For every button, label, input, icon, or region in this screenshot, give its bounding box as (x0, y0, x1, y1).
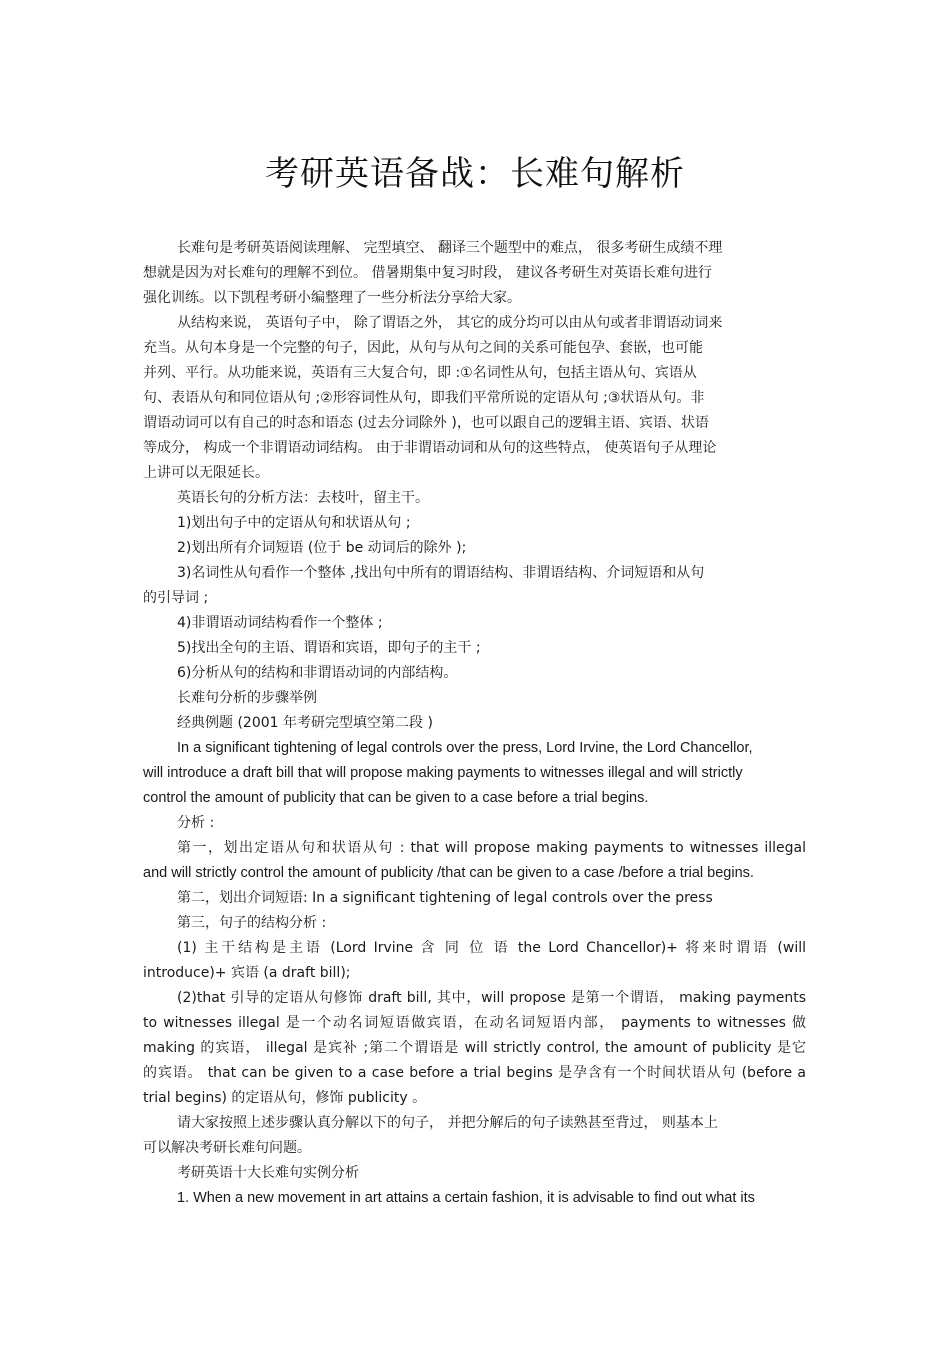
text-line: 6)分析从句的结构和非谓语动词的内部结构。 (177, 665, 458, 681)
text-line: 第三，句子的结构分析 : (177, 915, 327, 931)
text-line: 经典例题 (2001 年考研完型填空第二段 ) (177, 715, 433, 731)
text-line: (1) 主干结构是主语 (Lord Irvine 含 同 位 语 the Lord Chancellor)+ 将来时谓语 (will (177, 940, 806, 956)
text-line: 英语长句的分析方法：去枝叶，留主干。 (177, 490, 429, 506)
text-line: 4)非谓语动词结构看作一个整体 ; (177, 615, 383, 631)
text-line: 长难句是考研英语阅读理解、 完型填空、 翻译三个题型中的难点， 很多考研生成绩不理 (177, 240, 723, 256)
document-title: 考研英语备战：长难句解析 (265, 154, 685, 194)
text-line: 3)名词性从句看作一个整体 ,找出句中所有的谓语结构、非谓语结构、介词短语和从句 (177, 565, 705, 581)
text-line: 并列、平行。从功能来说，英语有三大复合句，即 :①名词性从句，包括主语从句、宾语从 (143, 365, 697, 381)
text-line: 2)划出所有介词短语 (位于 be 动词后的除外 ); (177, 540, 467, 556)
text-line: 1)划出句子中的定语从句和状语从句 ; (177, 515, 411, 531)
text-line: 强化训练。以下凯程考研小编整理了一些分析法分享给大家。 (143, 290, 521, 306)
text-line: 请大家按照上述步骤认真分解以下的句子， 并把分解后的句子读熟甚至背过， 则基本上 (177, 1115, 718, 1131)
text-line: making 的宾语， illegal 是宾补 ;第二个谓语是 will strictly control, the amount of publicity 是它 (143, 1040, 806, 1056)
text-line: 长难句分析的步骤举例 (177, 690, 317, 706)
text-line: In a significant tightening of legal controls over the press, Lord Irvine, the Lord Chancellor, (177, 740, 753, 756)
text-line: 考研英语十大长难句实例分析 (177, 1165, 359, 1181)
text-line: 从结构来说， 英语句子中， 除了谓语之外， 其它的成分均可以由从句或者非谓语动词来 (177, 315, 723, 331)
text-line: 谓语动词可以有自己的时态和语态 (过去分词除外 )，也可以跟自己的逻辑主语、宾语、状语 (143, 415, 709, 431)
text-line: 分析 : (177, 815, 215, 831)
text-line: to witnesses illegal 是一个动名词短语做宾语，在动名词短语内部， payments to witnesses 做 (143, 1015, 806, 1031)
text-line: 可以解决考研长难句问题。 (143, 1140, 311, 1156)
text-line: 的引导词 ; (143, 590, 209, 606)
text-line: 等成分， 构成一个非谓语动词结构。 由于非谓语动词和从句的这些特点， 使英语句子从理论 (143, 440, 717, 456)
text-line: control the amount of publicity that can be given to a case before a trial begins. (143, 790, 649, 806)
text-line: introduce)+ 宾语 (a draft bill); (143, 965, 351, 981)
text-line: (2)that 引导的定语从句修饰 draft bill, 其中，will propose 是第一个谓语， making payments (177, 990, 806, 1006)
text-line: 想就是因为对长难句的理解不到位。 借暑期集中复习时段， 建议各考研生对英语长难句进行 (143, 265, 712, 281)
text-line: will introduce a draft bill that will propose making payments to witnesses illegal and will strictly (143, 765, 743, 781)
text-line: 第二，划出介词短语: In a significant tightening of legal controls over the press (177, 890, 713, 906)
text-line: and will strictly control the amount of publicity /that can be given to a case /before a trial begins. (143, 865, 754, 881)
text-line: 上讲可以无限延长。 (143, 465, 269, 481)
text-line: 的宾语。 that can be given to a case before a trial begins 是孕含有一个时间状语从句 (before a (143, 1065, 806, 1081)
text-line: 第一，划出定语从句和状语从句 : that will propose making payments to witnesses illegal (177, 840, 806, 856)
text-line: 5)找出全句的主语、谓语和宾语，即句子的主干 ; (177, 640, 481, 656)
text-line: 1. When a new movement in art attains a certain fashion, it is advisable to find out what its (177, 1190, 755, 1206)
text-line: 句、表语从句和同位语从句 ;②形容词性从句，即我们平常所说的定语从句 ;③状语从句。非 (143, 390, 705, 406)
text-line: trial begins) 的定语从句，修饰 publicity 。 (143, 1090, 427, 1106)
document-body (143, 240, 806, 1215)
text-line: 充当。从句本身是一个完整的句子，因此，从句与从句之间的关系可能包孕、套嵌，也可能 (143, 340, 703, 356)
